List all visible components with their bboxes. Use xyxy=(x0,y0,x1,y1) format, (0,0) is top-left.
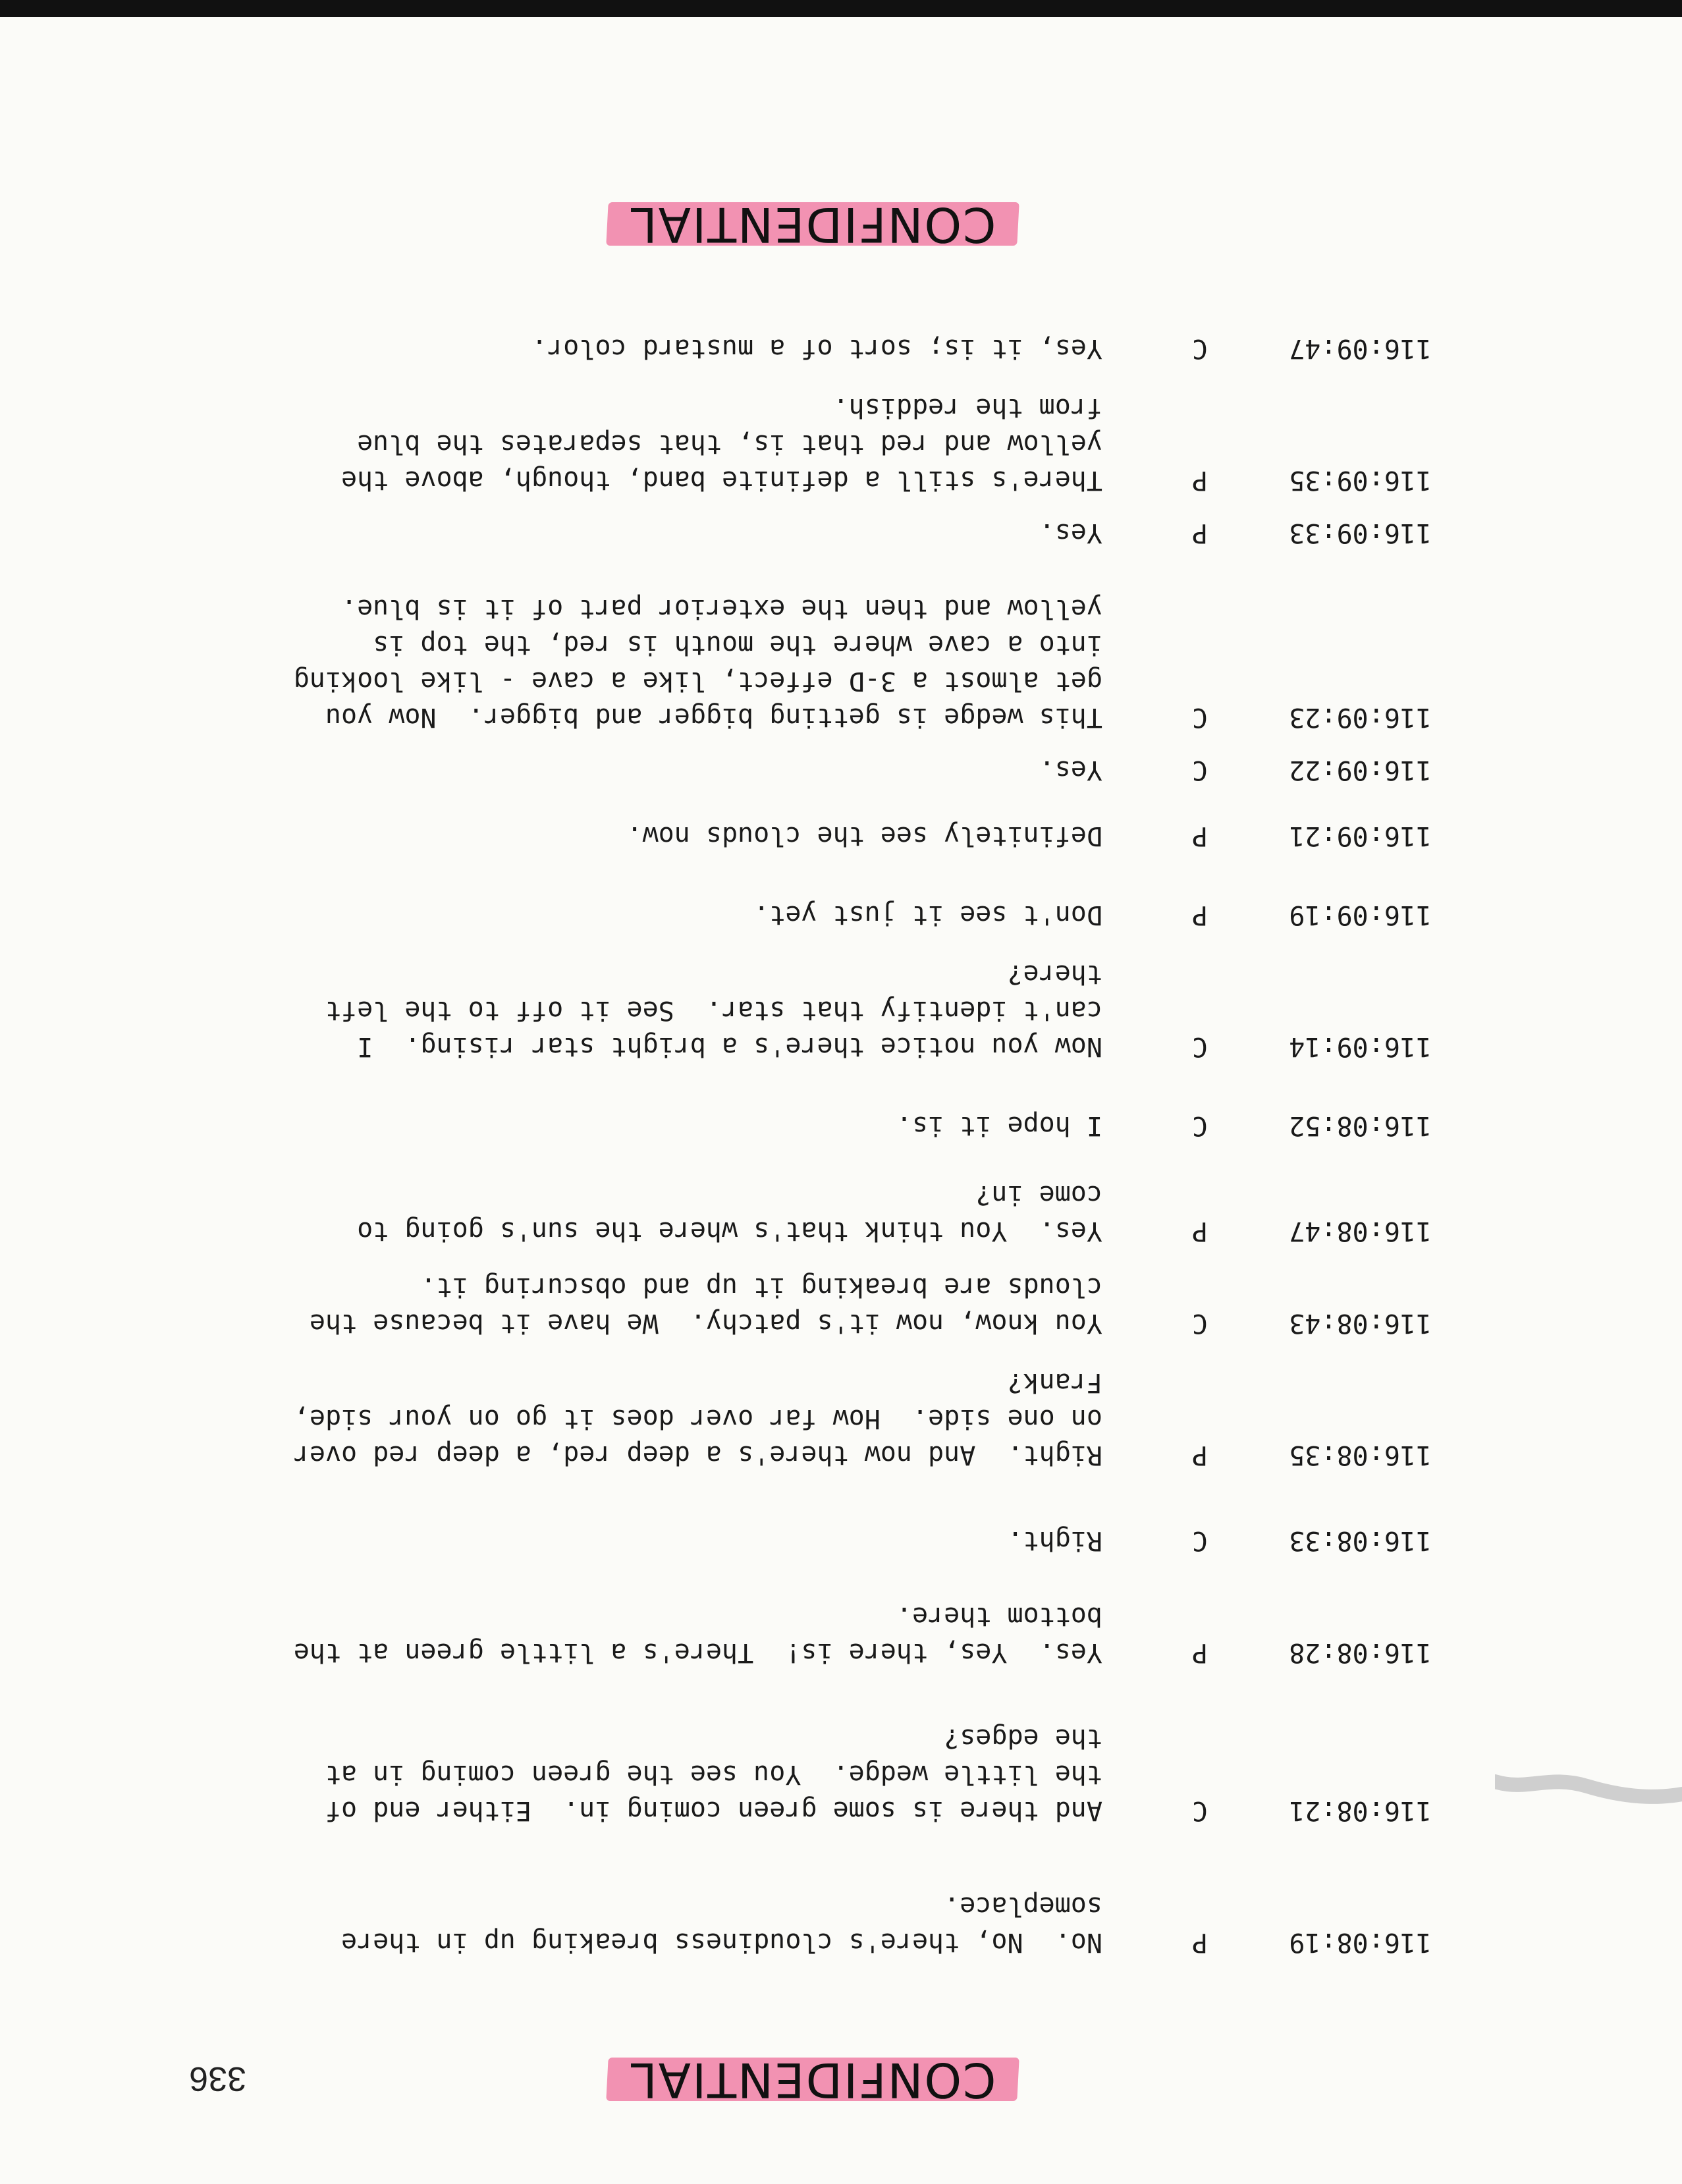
dialogue-line: get almost a 3-D effect, like a cave - like looking xyxy=(293,666,1102,696)
speaker-code: P xyxy=(1191,1637,1208,1668)
timestamp: 116:09:23 xyxy=(1289,702,1432,732)
timestamp: 116:08:19 xyxy=(1289,1927,1432,1957)
speaker-code: C xyxy=(1191,333,1208,364)
speaker-code: C xyxy=(1191,1031,1208,1062)
dialogue-line: Frank? xyxy=(1007,1367,1102,1398)
dialogue-text xyxy=(246,1107,1102,1143)
dialogue-text xyxy=(246,896,1102,933)
dialogue-line: Yes. Yes, there is! There's a little green at the xyxy=(293,1637,1102,1668)
speaker-code: C xyxy=(1191,755,1208,785)
dialogue-text xyxy=(246,330,1102,366)
dialogue-line: come in? xyxy=(975,1180,1102,1210)
dialogue-line: Yes, it is; sort of a mustard color. xyxy=(531,333,1102,364)
timestamp: 116:08:43 xyxy=(1289,1308,1432,1338)
dialogue-line: bottom there. xyxy=(896,1601,1102,1631)
dialogue-line: someplace. xyxy=(944,1891,1102,1921)
speaker-code: C xyxy=(1191,1110,1208,1141)
dialogue-line: There's still a definite band, though, above the xyxy=(341,465,1102,495)
dialogue-text xyxy=(246,514,1102,551)
dialogue-line: Right. xyxy=(1007,1525,1102,1556)
dialogue-line: And there is some green coming in. Either end of xyxy=(325,1795,1102,1826)
speaker-code: C xyxy=(1191,1525,1208,1556)
timestamp: 116:08:33 xyxy=(1289,1525,1432,1556)
dialogue-line: Yes. xyxy=(1039,755,1102,785)
dialogue-text xyxy=(246,590,1102,735)
confidential-label: CONFIDENTIAL xyxy=(629,2052,996,2108)
dialogue-line: Yes. You think that's where the sun's going to xyxy=(357,1216,1102,1246)
timestamp: 116:09:19 xyxy=(1289,900,1432,930)
dialogue-text xyxy=(246,389,1102,498)
dialogue-line: yellow and red that is, that separates the blue xyxy=(357,429,1102,459)
dialogue-text xyxy=(246,1364,1102,1473)
dialogue-text xyxy=(246,751,1102,788)
timestamp: 116:08:35 xyxy=(1289,1440,1432,1470)
speaker-code: C xyxy=(1191,1795,1208,1826)
dialogue-line: Right. And now there's a deep red, a deep red over xyxy=(293,1440,1102,1470)
confidential-label: CONFIDENTIAL xyxy=(629,197,996,252)
dialogue-text xyxy=(246,817,1102,854)
speaker-code: C xyxy=(1191,702,1208,732)
dialogue-line: yellow and then the exterior part of it is blue. xyxy=(341,593,1102,624)
dialogue-line: Yes. xyxy=(1039,518,1102,548)
timestamp: 116:09:35 xyxy=(1289,465,1432,495)
speaker-code: P xyxy=(1191,465,1208,495)
speaker-code: C xyxy=(1191,1308,1208,1338)
page-number: 336 xyxy=(189,2060,246,2098)
dialogue-line: Now you notice there's a bright star rising. I xyxy=(357,1031,1102,1062)
dialogue-line: Definitely see the clouds now. xyxy=(626,821,1102,851)
timestamp: 116:09:21 xyxy=(1289,821,1432,851)
timestamp: 116:09:14 xyxy=(1289,1031,1432,1062)
dialogue-line: there? xyxy=(1007,959,1102,989)
speaker-code: P xyxy=(1191,1216,1208,1246)
timestamp: 116:09:22 xyxy=(1289,755,1432,785)
dialogue-line: I hope it is. xyxy=(896,1110,1102,1141)
dialogue-line: clouds are breaking it up and obscuring it. xyxy=(420,1272,1102,1302)
timestamp: 116:08:47 xyxy=(1289,1216,1432,1246)
speaker-code: P xyxy=(1191,1927,1208,1957)
timestamp: 116:09:47 xyxy=(1289,333,1432,364)
dialogue-line: from the reddish. xyxy=(832,393,1102,423)
speaker-code: P xyxy=(1191,821,1208,851)
dialogue-text xyxy=(246,1269,1102,1341)
dialogue-line: You know, now it's patchy. We have it because the xyxy=(309,1308,1102,1338)
dialogue-text xyxy=(246,1176,1102,1249)
dialogue-text xyxy=(246,956,1102,1064)
speaker-code: P xyxy=(1191,900,1208,930)
timestamp: 116:08:52 xyxy=(1289,1110,1432,1141)
confidential-stamp-bottom xyxy=(602,192,1023,258)
timestamp: 116:09:33 xyxy=(1289,518,1432,548)
dialogue-line: the little wedge. You see the green coming in at xyxy=(325,1759,1102,1789)
timestamp: 116:08:28 xyxy=(1289,1637,1432,1668)
dialogue-line: the edges? xyxy=(944,1723,1102,1753)
dialogue-line: on one side. How far over does it go on your side, xyxy=(293,1404,1102,1434)
dialogue-text xyxy=(246,1720,1102,1828)
dialogue-line: into a cave where the mouth is red, the top is xyxy=(373,630,1102,660)
dialogue-line: This wedge is getting bigger and bigger. Now you xyxy=(325,702,1102,732)
dialogue-line: No. No, there's cloudiness breaking up in there xyxy=(341,1927,1102,1957)
dialogue-line: Don't see it just yet. xyxy=(753,900,1102,930)
timestamp: 116:08:21 xyxy=(1289,1795,1432,1826)
speaker-code: P xyxy=(1191,518,1208,548)
dialogue-text xyxy=(246,1888,1102,1960)
dialogue-text xyxy=(246,1598,1102,1670)
dialogue-text xyxy=(246,1522,1102,1558)
dialogue-line: can't identify that star. See it off to the left xyxy=(325,995,1102,1025)
speaker-code: P xyxy=(1191,1440,1208,1470)
